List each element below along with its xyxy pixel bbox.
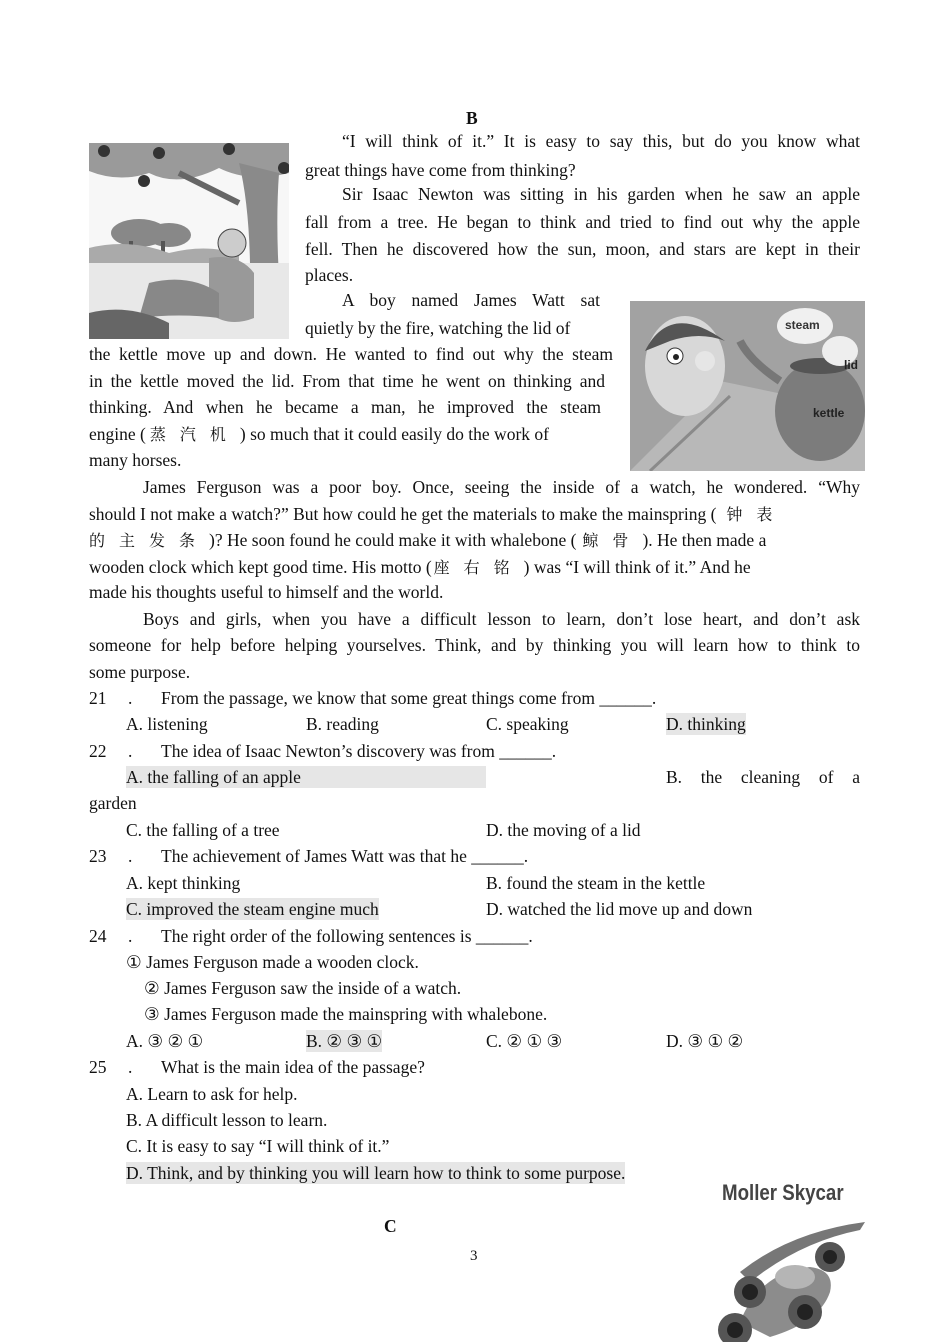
q23-option-d[interactable]: D. watched the lid move up and down — [486, 899, 753, 919]
q21-option-c[interactable]: C. speaking — [486, 714, 569, 734]
passage-p5-line1: Boys and girls, when you have a difficult lesson to learn, don’t lose heart, and don’t ask — [143, 609, 860, 629]
question-24-text: The right order of the following sentences is ______. — [161, 926, 533, 946]
passage-p3-line6 — [89, 423, 549, 446]
q22-option-a[interactable]: A. the falling of an apple — [126, 766, 486, 788]
question-23-number: 23 — [89, 846, 107, 866]
skycar-illustration — [710, 1178, 870, 1342]
engine-pre: engine ( — [89, 424, 146, 444]
q24-option-c[interactable]: C. ② ① ③ — [486, 1031, 563, 1051]
newton-illustration — [89, 143, 289, 339]
q25-option-a[interactable]: A. Learn to ask for help. — [126, 1084, 298, 1104]
passage-p2-line4: places. — [305, 265, 354, 285]
passage-p3-line1: A boy named James Watt sat — [342, 290, 600, 310]
motto-cjk: 座右铭 — [433, 558, 524, 577]
page-number: 3 — [470, 1248, 478, 1264]
question-22-number: 22 — [89, 741, 107, 761]
passage-p4-line1: James Ferguson was a poor boy. Once, seeing the inside of a watch, he wondered. “Why — [143, 477, 860, 497]
q24-option-b[interactable]: B. ② ③ ① — [306, 1031, 383, 1051]
passage-p2-line2: fall from a tree. He began to think and tried to find out why the apple — [305, 212, 860, 232]
skycar-title: Moller Skycar — [722, 1180, 844, 1205]
q24-option-a[interactable]: A. ③ ② ① — [126, 1031, 204, 1051]
passage-p3-line4: in the kettle moved the lid. From that time he went on thinking and — [89, 371, 605, 391]
q25-option-d[interactable]: D. Think, and by thinking you will learn how to think to some purpose. — [126, 1163, 626, 1183]
passage-p4-line5: made his thoughts useful to himself and the world. — [89, 582, 444, 602]
passage-p3-line7: many horses. — [89, 450, 182, 470]
motto-post: ) was “I will think of it.” And he — [523, 557, 751, 577]
passage-p2-line1: Sir Isaac Newton was sitting in his garden when he saw an apple — [342, 184, 860, 204]
watt-kettle-drawing-icon — [630, 301, 865, 471]
passage-p4-line4 — [89, 556, 751, 579]
question-23-text: The achievement of James Watt was that he ______. — [161, 846, 529, 866]
question-24-dot: . — [128, 926, 133, 946]
whalebone-cjk: 鲸骨 — [582, 531, 643, 550]
question-22-dot: . — [128, 741, 133, 761]
kettle-label: kettle — [813, 406, 845, 420]
q25-option-c[interactable]: C. It is easy to say “I will think of it.” — [126, 1136, 390, 1156]
q24-sentence-2: ② James Ferguson saw the inside of a watch. — [144, 978, 462, 998]
q22-option-c[interactable]: C. the falling of a tree — [126, 820, 280, 840]
q25-option-b[interactable]: B. A difficult lesson to learn. — [126, 1110, 328, 1130]
passage-p3-line2: quietly by the fire, watching the lid of — [305, 318, 571, 338]
passage-p3-line3: the kettle move up and down. He wanted to find out why the steam — [89, 344, 613, 364]
q23-option-a[interactable]: A. kept thinking — [126, 873, 241, 893]
passage-p4-line2 — [89, 503, 786, 526]
question-21-number: 21 — [89, 688, 107, 708]
passage-p5-line2: someone for help before helping yourselves. Think, and by thinking you will learn how to think to — [89, 635, 860, 655]
passage-p4-line3 — [89, 529, 766, 552]
passage-p5-line3: some purpose. — [89, 662, 191, 682]
question-21-dot: . — [128, 688, 133, 708]
q24-sentence-3: ③ James Ferguson made the mainspring with whalebone. — [144, 1004, 548, 1024]
engine-post: ) so much that it could easily do the work of — [239, 424, 549, 444]
question-21-text: From the passage, we know that some great things come from ______. — [161, 688, 657, 708]
q23-option-b[interactable]: B. found the steam in the kettle — [486, 873, 706, 893]
passage-p1-line2: great things have come from thinking? — [305, 160, 576, 180]
passage-p2-line3: fell. Then he discovered how the sun, moon, and stars are kept in their — [305, 239, 860, 259]
q24-option-d[interactable]: D. ③ ① ② — [666, 1031, 744, 1051]
question-23-dot: . — [128, 846, 133, 866]
mainspring-pre: should I not make a watch?” But how could he get the materials to make the mainspring ( — [89, 504, 717, 524]
q24-sentence-1: ① James Ferguson made a wooden clock. — [126, 952, 419, 972]
watt-kettle-illustration — [630, 301, 865, 471]
mainspring-cjk2: 的主发条 — [89, 531, 210, 550]
lid-label: lid — [844, 358, 858, 372]
passage-p1-line1: “I will think of it.” It is easy to say this, but do you know what — [342, 131, 860, 151]
skycar-drawing-icon — [710, 1212, 870, 1342]
engine-cjk: 蒸汽机 — [149, 425, 240, 444]
q22-option-b-wrap[interactable]: garden — [89, 793, 137, 813]
q22-option-b[interactable]: B. the cleaning of a — [666, 767, 860, 787]
q22-option-d[interactable]: D. the moving of a lid — [486, 820, 641, 840]
q23-option-c[interactable]: C. improved the steam engine much — [126, 899, 379, 919]
q21-option-b[interactable]: B. reading — [306, 714, 379, 734]
passage-p3-line5: thinking. And when he became a man, he improved the steam — [89, 397, 601, 417]
question-24-number: 24 — [89, 926, 107, 946]
newton-drawing-icon — [89, 143, 289, 339]
section-title: B — [466, 108, 478, 128]
mainspring-cjk1: 钟表 — [726, 505, 787, 524]
question-25-text: What is the main idea of the passage? — [161, 1057, 425, 1077]
q21-option-a[interactable]: A. listening — [126, 714, 208, 734]
motto-pre: wooden clock which kept good time. His motto ( — [89, 557, 432, 577]
whalebone-post: ). He then made a — [642, 530, 767, 550]
question-25-dot: . — [128, 1057, 133, 1077]
whalebone-pre: )? He soon found he could make it with whalebone ( — [209, 530, 577, 550]
next-section-title: C — [384, 1216, 397, 1236]
question-25-number: 25 — [89, 1057, 107, 1077]
question-22-text: The idea of Isaac Newton’s discovery was from ______. — [161, 741, 557, 761]
q21-option-d[interactable]: D. thinking — [666, 714, 746, 734]
steam-label: steam — [785, 318, 820, 332]
